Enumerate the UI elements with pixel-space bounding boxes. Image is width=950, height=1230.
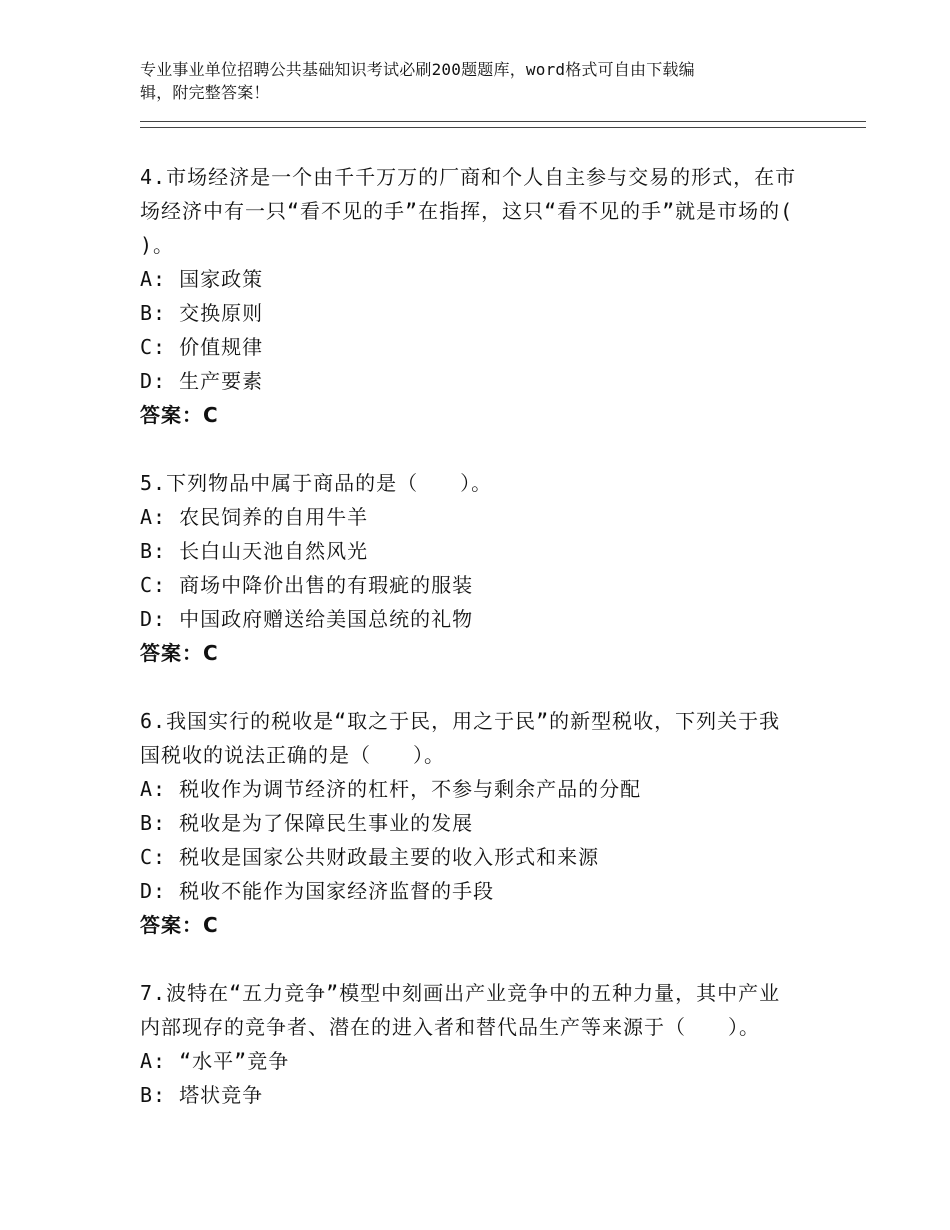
question-stem: 6.我国实行的税收是“取之于民，用之于民”的新型税收，下列关于我国税收的说法正确的是（ ）。 [140,709,781,767]
option-d: D: 生产要素 [140,369,264,393]
question-stem: 4.市场经济是一个由千千万万的厂商和个人自主参与交易的形式，在市场经济中有一只“看不见的手”在指挥，这只“看不见的手”就是市场的( )。 [140,165,797,257]
option-a: A: “水平”竞争 [140,1049,290,1073]
question-4 [140,160,800,432]
question-6 [140,704,800,942]
answer: 答案：C [140,913,219,937]
option-c: C: 价值规律 [140,335,264,359]
option-b: B: 税收是为了保障民生事业的发展 [140,811,474,835]
document-header [140,58,780,104]
option-c: C: 商场中降价出售的有瑕疵的服装 [140,573,474,597]
header-line-2: 辑，附完整答案！ [140,83,270,102]
option-d: D: 税收不能作为国家经济监督的手段 [140,879,495,903]
option-d: D: 中国政府赠送给美国总统的礼物 [140,607,474,631]
question-7 [140,976,800,1112]
option-a: A: 农民饲养的自用牛羊 [140,505,369,529]
question-stem: 7.波特在“五力竞争”模型中刻画出产业竞争中的五种力量，其中产业内部现存的竞争者、潜在的进入者和替代品生产等来源于（ ）。 [140,981,781,1039]
header-line-1: 专业事业单位招聘公共基础知识考试必刷200题题库，word格式可自由下载编 [140,60,695,79]
option-a: A: 税收作为调节经济的杠杆，不参与剩余产品的分配 [140,777,642,801]
header-divider [140,121,866,128]
option-b: B: 交换原则 [140,301,264,325]
option-b: B: 塔状竞争 [140,1083,264,1107]
option-a: A: 国家政策 [140,267,264,291]
question-5 [140,466,800,670]
question-stem: 5.下列物品中属于商品的是（ ）。 [140,471,493,495]
option-c: C: 税收是国家公共财政最主要的收入形式和来源 [140,845,600,869]
answer: 答案：C [140,641,219,665]
question-list [140,160,800,1146]
answer: 答案：C [140,403,219,427]
option-b: B: 长白山天池自然风光 [140,539,369,563]
